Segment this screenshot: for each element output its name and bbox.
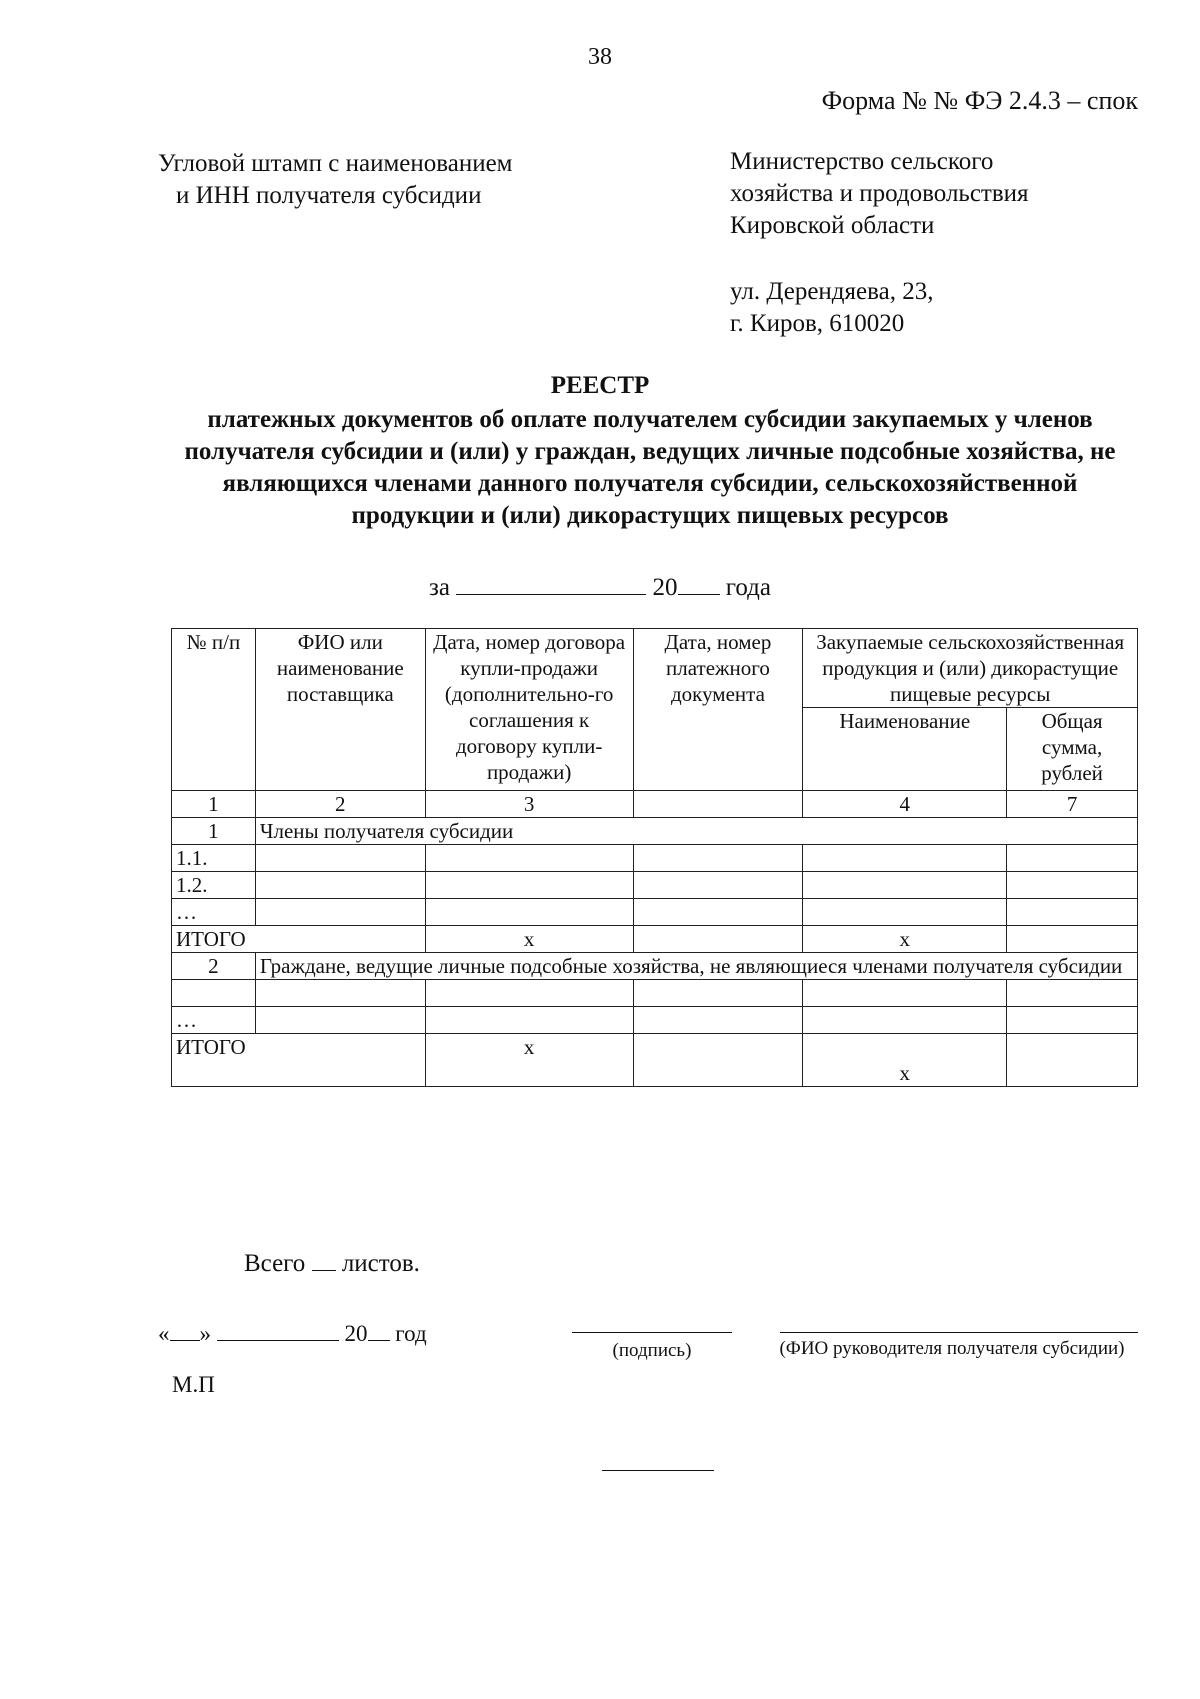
table-cell[interactable] (255, 899, 425, 926)
header-supplier: ФИО или наименование поставщика (255, 629, 425, 791)
stamp-line-2: и ИНН получателя субсидии (176, 182, 482, 209)
table-cell[interactable] (1007, 1007, 1138, 1034)
table-cell[interactable] (633, 1034, 803, 1087)
section-2-num: 2 (172, 953, 256, 980)
header-num: № п/п (172, 629, 256, 791)
table-cell[interactable] (425, 1007, 633, 1034)
total-sheets-suffix: листов. (341, 1250, 420, 1277)
table-row (172, 899, 1138, 926)
period-year-prefix: 20 (652, 574, 678, 601)
recipient-line-2: хозяйства и продовольствия (730, 180, 1029, 207)
stamp-line-1: Угловой штамп с наименованием (158, 150, 513, 177)
recipient-address (730, 276, 933, 340)
header-contract: Дата, номер договора купли-продажи (дополнительно-го соглашения к договору купли-продажи) (425, 629, 633, 791)
table-cell[interactable] (1007, 872, 1138, 899)
col-number: 7 (1007, 791, 1138, 818)
address-line-2: г. Киров, 610020 (730, 310, 905, 337)
section-1-total-label: ИТОГО (172, 926, 426, 953)
date-year-prefix: 20 (344, 1321, 368, 1346)
row-num: 1.2. (172, 872, 256, 899)
total-sheets-prefix: Всего (244, 1250, 306, 1277)
table-row (172, 845, 1138, 872)
section-1-title: Члены получателя субсидии (255, 818, 1137, 845)
header-payment: Дата, номер платежного документа (633, 629, 803, 791)
section-1-header (172, 818, 1138, 845)
seal-place: М.П (172, 1372, 215, 1397)
table-cell[interactable] (633, 845, 803, 872)
table-row (172, 1007, 1138, 1034)
total-x-mark: х (803, 1034, 1007, 1087)
table-cell[interactable] (1007, 845, 1138, 872)
period-field[interactable] (456, 570, 646, 595)
page-number: 38 (588, 44, 612, 70)
period-prefix: за (429, 574, 450, 601)
table-row (172, 872, 1138, 899)
total-x-mark: х (425, 926, 633, 953)
signature-caption: (подпись) (612, 1340, 692, 1361)
section-2-title: Граждане, ведущие личные подсобные хозяйства, не являющиеся членами получателя субсидии (255, 953, 1137, 980)
table-cell[interactable] (1007, 899, 1138, 926)
col-number: 4 (803, 791, 1007, 818)
document-subtitle: платежных документов об оплате получателем субсидии закупаемых у членов получателя субсидии и (или) у граждан, ведущих личные подсобные хозяйства, не являющихся членами данного получателя субсидии, сельскохозяйственной продукции и (или) дикорастущих пищевых ресурсов (184, 406, 1116, 529)
table-cell[interactable] (803, 845, 1007, 872)
form-code: Форма № № ФЭ 2.4.3 – спок (821, 86, 1138, 115)
table-row (172, 980, 1138, 1007)
table-cell[interactable] (803, 980, 1007, 1007)
total-x-mark: х (425, 1034, 633, 1087)
date-year-suffix: год (395, 1321, 427, 1346)
row-num: … (172, 899, 256, 926)
table-cell[interactable] (425, 872, 633, 899)
table-cell[interactable] (255, 845, 425, 872)
col-number (633, 791, 803, 818)
total-x-mark: х (803, 926, 1007, 953)
header-sum: Общая сумма, рублей (1007, 708, 1138, 791)
total-sheets-field[interactable] (312, 1246, 336, 1271)
fio-caption: (ФИО руководителя получателя субсидии) (779, 1338, 1125, 1359)
table-cell[interactable] (803, 872, 1007, 899)
corner-stamp-note (158, 148, 513, 212)
table-cell[interactable] (803, 899, 1007, 926)
table-cell[interactable] (255, 980, 425, 1007)
period-year-field[interactable] (678, 570, 720, 595)
recipient-line-3: Кировской области (730, 212, 935, 239)
header-products: Закупаемые сельскохозяйственная продукция и (или) дикорастущие пищевые ресурсы (803, 629, 1138, 708)
table-cell[interactable] (1007, 1034, 1138, 1087)
table-cell[interactable] (633, 926, 803, 953)
date-close-quote: » (199, 1321, 211, 1346)
row-num (172, 980, 256, 1007)
day-field[interactable] (170, 1316, 200, 1341)
registry-table (171, 628, 1138, 1087)
table-cell[interactable] (1007, 926, 1138, 953)
table-cell[interactable] (633, 872, 803, 899)
row-num: … (172, 1007, 256, 1034)
table-cell[interactable] (633, 899, 803, 926)
col-number: 3 (425, 791, 633, 818)
date-open-quote: « (158, 1321, 170, 1346)
row-num: 1.1. (172, 845, 256, 872)
year-field[interactable] (368, 1316, 390, 1341)
column-number-row (172, 791, 1138, 818)
footer-dash (602, 1470, 714, 1471)
table-cell[interactable] (425, 845, 633, 872)
fio-line[interactable] (780, 1332, 1138, 1333)
document-title: РЕЕСТР (550, 372, 650, 399)
signature-date (158, 1316, 427, 1347)
section-1-num: 1 (172, 818, 256, 845)
col-number: 2 (255, 791, 425, 818)
table-cell[interactable] (1007, 980, 1138, 1007)
table-cell[interactable] (255, 1007, 425, 1034)
table-cell[interactable] (255, 872, 425, 899)
month-field[interactable] (217, 1316, 339, 1341)
table-cell[interactable] (803, 1007, 1007, 1034)
header-name: Наименование (803, 708, 1007, 791)
table-cell[interactable] (633, 1007, 803, 1034)
table-cell[interactable] (425, 899, 633, 926)
total-sheets-line (244, 1246, 420, 1278)
address-line-1: ул. Дерендяева, 23, (730, 278, 934, 305)
period-line (0, 570, 1200, 602)
section-2-header (172, 953, 1138, 980)
period-suffix: года (725, 574, 771, 601)
section-1-total-row (172, 926, 1138, 953)
col-number: 1 (172, 791, 256, 818)
table-cell[interactable] (425, 980, 633, 1007)
table-cell[interactable] (633, 980, 803, 1007)
header-row (172, 629, 1138, 708)
recipient-line-1: Министерство сельского (730, 148, 994, 175)
section-2-total-label: ИТОГО (172, 1034, 426, 1087)
signature-line[interactable] (572, 1332, 732, 1333)
section-2-total-row (172, 1034, 1138, 1087)
recipient-block (730, 146, 1029, 242)
